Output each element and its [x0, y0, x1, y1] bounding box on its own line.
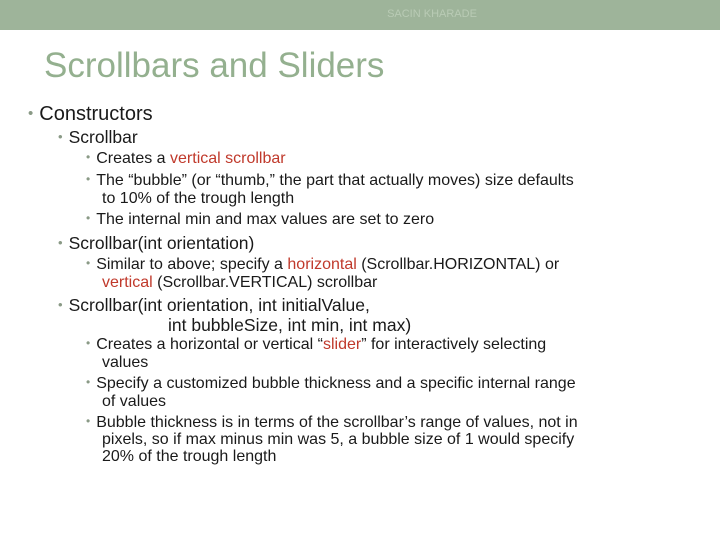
sub-text: (Scrollbar.VERTICAL) scrollbar	[152, 274, 378, 291]
item-scrollbar-full	[58, 295, 370, 316]
bullet-icon: •	[86, 414, 91, 428]
highlight-text: slider	[322, 336, 362, 353]
sub-item	[86, 173, 574, 189]
highlight-text: vertical scrollbar	[170, 150, 286, 167]
sub-item-cont: pixels, so if max minus min was 5, a bubble size of 1 would specify	[102, 431, 575, 448]
sub-text: The internal min and max values are set to zero	[96, 211, 435, 228]
highlight-text: vertical	[102, 274, 153, 291]
bullet-constructors	[28, 103, 153, 126]
item-label: Scrollbar	[68, 127, 138, 147]
sub-item-cont: to 10% of the trough length	[102, 190, 295, 207]
sub-item	[86, 337, 546, 353]
bullet-icon: •	[86, 336, 91, 350]
sub-item	[86, 257, 559, 273]
bullet-icon: •	[58, 129, 63, 144]
bullet-icon: •	[86, 211, 91, 225]
bullet-icon: •	[58, 297, 63, 312]
item-label: Scrollbar(int orientation, int initialValue,	[68, 295, 370, 315]
bullet-icon: •	[86, 256, 91, 270]
item-label-cont: int bubbleSize, int min, int max)	[168, 315, 412, 335]
sub-item	[86, 151, 286, 167]
sub-text: Creates a horizontal or vertical “	[96, 336, 323, 353]
sub-text: Similar to above; specify a	[96, 256, 288, 273]
sub-text: Creates a	[96, 150, 171, 167]
author-footer: SACIN KHARADE	[387, 8, 477, 20]
sub-text: Bubble thickness is in terms of the scrollbar’s range of values, not in	[96, 414, 578, 431]
sub-text: The “bubble” (or “thumb,” the part that actually moves) size defaults	[96, 172, 574, 189]
item-scrollbar-orientation	[58, 233, 254, 254]
bullet-icon: •	[58, 235, 63, 250]
sub-text: Specify a customized bubble thickness and a specific internal range	[96, 375, 576, 392]
sub-text: ” for interactively selecting	[361, 336, 547, 353]
bullet-icon: •	[28, 105, 34, 122]
bullet-icon: •	[86, 172, 91, 186]
item-scrollbar	[58, 127, 138, 148]
sub-item-cont: values	[102, 354, 149, 371]
bullet-text: Constructors	[39, 103, 153, 125]
item-label: Scrollbar(int orientation)	[68, 233, 255, 253]
slide-title: Scrollbars and Sliders	[44, 46, 385, 85]
sub-item-cont: of values	[102, 393, 167, 410]
sub-item	[86, 415, 578, 431]
highlight-text: horizontal	[287, 256, 357, 273]
sub-text: (Scrollbar.HORIZONTAL) or	[356, 256, 560, 273]
bullet-icon: •	[86, 375, 91, 389]
bullet-icon: •	[86, 150, 91, 164]
sub-item	[86, 212, 434, 228]
sub-item	[86, 376, 576, 392]
sub-item-cont	[102, 275, 377, 291]
sub-item-cont: 20% of the trough length	[102, 448, 277, 465]
